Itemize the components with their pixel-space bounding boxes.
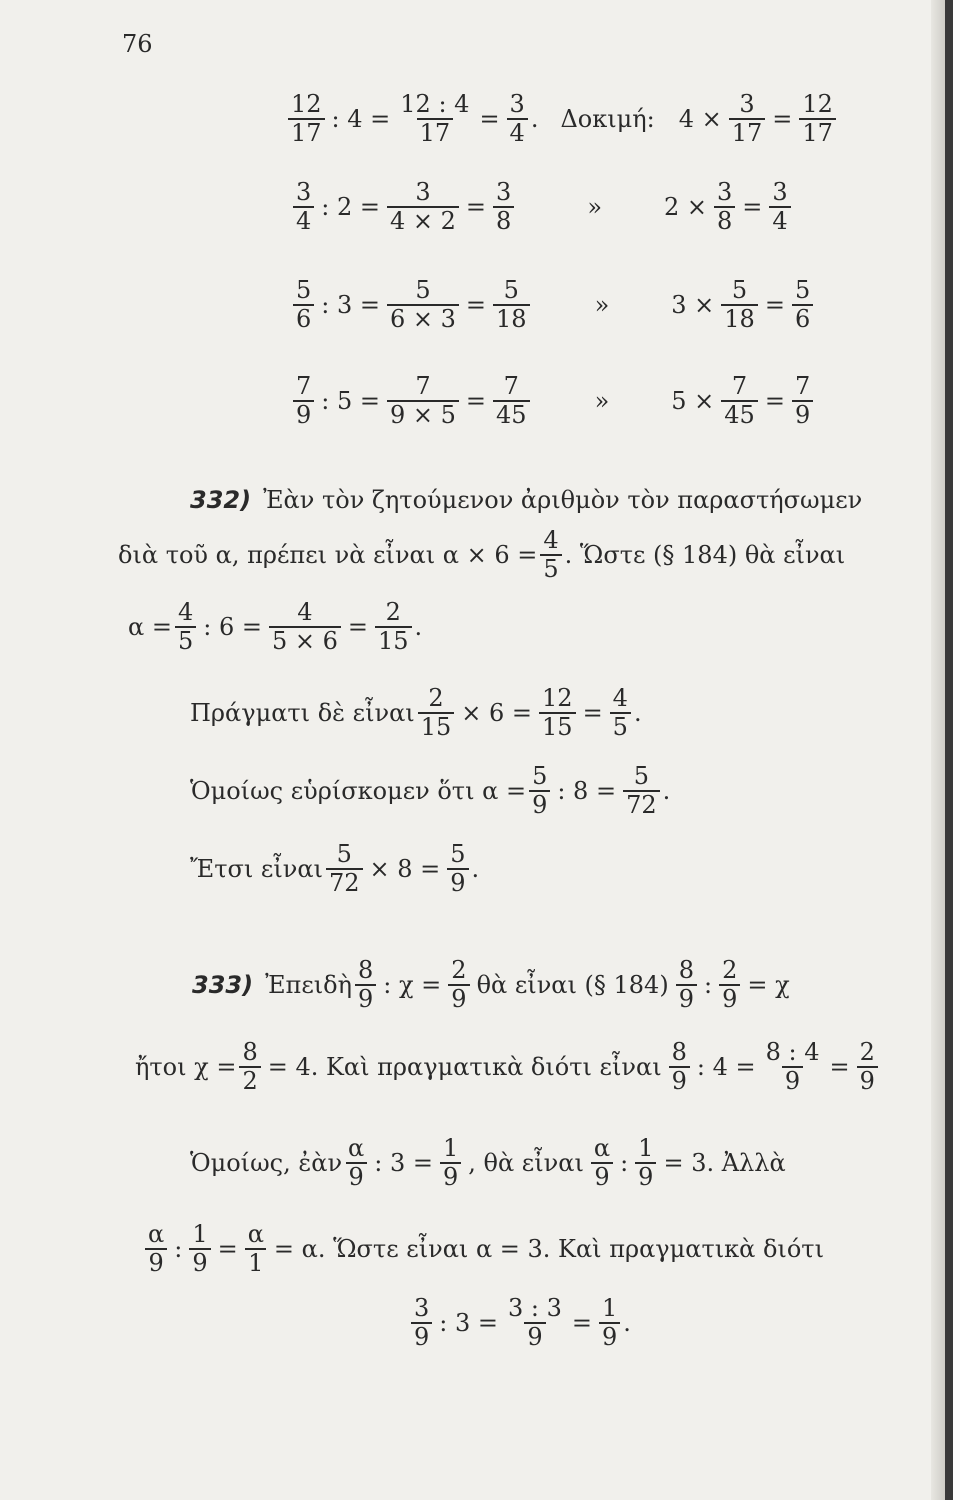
text-segment: : χ =	[383, 971, 442, 1000]
numerator: 5	[336, 840, 352, 868]
numerator: 3	[296, 178, 312, 206]
text-segment: =	[571, 1309, 593, 1338]
fraction	[493, 278, 530, 332]
problem-332-line-6	[190, 842, 479, 896]
text-segment: = 3. Ἀλλὰ	[663, 1149, 786, 1178]
fraction	[635, 1136, 656, 1190]
numerator: 8	[671, 1038, 687, 1066]
text-segment: .	[662, 777, 671, 806]
numerator: 3	[496, 178, 512, 206]
numerator: 5	[794, 276, 811, 304]
fraction	[239, 1040, 260, 1094]
fraction	[669, 1040, 690, 1094]
fraction	[792, 278, 813, 332]
fraction	[539, 686, 576, 740]
text-segment: =	[347, 613, 368, 642]
fraction	[145, 1222, 167, 1276]
text-segment: = χ	[747, 971, 790, 1000]
numerator: 3 : 3	[508, 1294, 562, 1322]
numerator: 5	[532, 762, 548, 790]
denominator: 6 × 3	[387, 304, 459, 332]
problem-332-line-1	[190, 486, 862, 514]
denominator: 9	[411, 1322, 432, 1350]
text-segment: ἤτοι χ =	[135, 1053, 237, 1082]
text-segment: : 4 =	[331, 105, 391, 134]
denominator: 9	[669, 1066, 690, 1094]
numerator: 1	[602, 1294, 618, 1322]
denominator: 17	[288, 118, 325, 146]
denominator: 15	[539, 712, 576, 740]
text-segment: : 6 =	[203, 613, 262, 642]
fraction	[719, 958, 740, 1012]
numerator: 2	[722, 956, 738, 984]
text-segment: =	[829, 1053, 850, 1082]
fraction	[189, 1222, 210, 1276]
fraction	[175, 600, 196, 654]
fraction	[245, 1222, 267, 1276]
numerator: 3	[739, 90, 755, 118]
text-segment: :	[620, 1149, 629, 1178]
numerator: 5	[450, 840, 466, 868]
numerator: 1	[638, 1134, 654, 1162]
fraction	[293, 374, 314, 428]
text-segment: 3 ×	[671, 291, 715, 320]
numerator: 8 : 4	[765, 1038, 820, 1066]
numerator: 8	[358, 956, 374, 984]
numerator: 5	[296, 276, 312, 304]
text-segment: =	[465, 291, 487, 320]
denominator: 15	[418, 712, 455, 740]
fraction	[418, 686, 455, 740]
numerator: 4	[297, 598, 313, 626]
text-segment: .	[530, 105, 539, 134]
text-segment: .	[623, 1309, 631, 1338]
denominator: 9	[635, 1162, 656, 1190]
text-segment: =	[217, 1235, 238, 1264]
fraction	[293, 278, 314, 332]
problem-333-line-2	[135, 1040, 881, 1094]
numerator: 1	[442, 1134, 459, 1162]
fraction	[345, 1136, 367, 1190]
fraction	[387, 278, 459, 332]
equation-row-1	[285, 92, 839, 146]
text-segment: = 4. Καὶ πραγματικὰ διότι εἶναι	[267, 1053, 662, 1082]
text-segment: × 8 =	[369, 855, 441, 884]
page-shadow	[931, 0, 945, 1500]
problem-333-line-3	[190, 1136, 790, 1190]
numerator: 7	[503, 372, 519, 400]
fraction	[493, 374, 530, 428]
denominator: 6	[792, 304, 813, 332]
text-segment: : 8 =	[557, 777, 617, 806]
fraction	[792, 374, 813, 428]
denominator: 9	[792, 400, 813, 428]
denominator: 9	[145, 1248, 166, 1276]
numerator: 8	[678, 956, 694, 984]
text-segment: Ὁμοίως εὑρίσκομεν ὅτι α =	[190, 777, 527, 806]
problem-332-line-3	[128, 600, 422, 654]
fraction	[857, 1040, 878, 1094]
fraction	[721, 374, 758, 428]
numerator: 5	[731, 276, 748, 304]
denominator: 1	[245, 1248, 266, 1276]
numerator: 3	[415, 178, 431, 206]
text-segment: =	[582, 699, 603, 728]
denominator: 9	[782, 1066, 803, 1094]
text-segment: : 2 =	[321, 193, 381, 222]
text-segment: Ὁμοίως, ἐὰν	[190, 1149, 343, 1178]
denominator: 45	[721, 400, 758, 428]
numerator: 2	[428, 684, 444, 712]
numerator: α	[247, 1220, 264, 1248]
text-segment: .	[471, 855, 480, 884]
text-segment: =	[764, 387, 785, 416]
problem-333-line-5	[408, 1296, 631, 1350]
fraction	[269, 600, 341, 654]
numerator: 12	[291, 90, 322, 118]
problem-number: 333)	[192, 971, 254, 1000]
denominator: 4	[293, 206, 314, 234]
numerator: 8	[242, 1038, 258, 1066]
text-segment: »	[594, 291, 610, 320]
problem-332-line-2	[118, 528, 845, 582]
fraction	[529, 764, 550, 818]
numerator: 4	[543, 526, 559, 554]
denominator: 17	[799, 118, 836, 146]
text-segment: θὰ εἶναι (§ 184)	[476, 971, 669, 1000]
fraction	[493, 180, 514, 234]
equation-row-2	[290, 180, 794, 234]
denominator: 5	[175, 626, 196, 654]
text-segment: α =	[128, 613, 172, 642]
numerator: α	[593, 1134, 611, 1162]
denominator: 9 × 5	[387, 400, 459, 428]
numerator: 12	[542, 684, 573, 712]
denominator: 9	[293, 400, 314, 428]
denominator: 18	[493, 304, 530, 332]
fraction	[375, 600, 412, 654]
check-label: Δοκιμή:	[560, 105, 655, 134]
fraction	[729, 92, 766, 146]
text-segment: =	[742, 193, 763, 222]
text-segment: =	[465, 193, 487, 222]
denominator: 9	[599, 1322, 620, 1350]
denominator: 2	[239, 1066, 260, 1094]
numerator: 5	[633, 762, 649, 790]
fraction	[507, 92, 528, 146]
denominator: 9	[719, 984, 740, 1012]
denominator: 72	[623, 790, 660, 818]
text-segment: : 3 =	[321, 291, 381, 320]
denominator: 9	[676, 984, 697, 1012]
text-segment: =	[479, 105, 500, 134]
numerator: 4	[177, 598, 194, 626]
numerator: 4	[612, 684, 628, 712]
denominator: 9	[591, 1162, 612, 1190]
text-segment: 2 ×	[664, 193, 708, 222]
denominator: 9	[346, 1162, 367, 1190]
text-segment: × 6 =	[461, 699, 533, 728]
numerator: α	[348, 1134, 365, 1162]
problem-332-line-5	[190, 764, 670, 818]
text-segment: διὰ τοῦ α, πρέπει νὰ εἶναι α × 6 =	[118, 541, 538, 570]
numerator: 3	[772, 178, 788, 206]
denominator: 9	[857, 1066, 878, 1094]
text-segment: :	[174, 1235, 183, 1264]
numerator: 7	[415, 372, 431, 400]
page-number: 76	[122, 30, 153, 58]
equation-row-3	[290, 278, 816, 332]
text-segment: Πράγματι δὲ εἶναι	[190, 699, 415, 728]
text-segment: = α. Ὥστε εἶναι α = 3. Καὶ πραγματικὰ διότι	[273, 1235, 824, 1264]
text-segment: =	[764, 291, 785, 320]
denominator: 45	[493, 400, 530, 428]
fraction	[440, 1136, 461, 1190]
problem-332-line-4	[190, 686, 642, 740]
fraction	[714, 180, 735, 234]
fraction	[355, 958, 376, 1012]
problem-333-line-4	[142, 1222, 828, 1276]
fraction	[397, 92, 472, 146]
denominator: 9	[440, 1162, 461, 1190]
numerator: 7	[731, 372, 748, 400]
fraction	[505, 1296, 565, 1350]
numerator: 3	[414, 1294, 430, 1322]
denominator: 9	[189, 1248, 210, 1276]
problem-number: 332)	[190, 486, 252, 514]
fraction	[447, 842, 468, 896]
denominator: 17	[417, 118, 454, 146]
text-segment: : 4 =	[696, 1053, 756, 1082]
denominator: 4 × 2	[387, 206, 459, 234]
denominator: 9	[524, 1322, 545, 1350]
denominator: 9	[448, 984, 469, 1012]
text-segment: =	[465, 387, 487, 416]
denominator: 72	[326, 868, 363, 896]
denominator: 9	[529, 790, 550, 818]
fraction	[326, 842, 363, 896]
denominator: 8	[493, 206, 514, 234]
numerator: 2	[451, 956, 467, 984]
text-segment: Ἔτσι εἶναι	[190, 855, 323, 884]
numerator: 3	[509, 90, 525, 118]
denominator: 18	[721, 304, 758, 332]
text-segment: . Ὥστε (§ 184) θὰ εἶναι	[564, 541, 846, 570]
denominator: 4	[507, 118, 528, 146]
denominator: 15	[375, 626, 412, 654]
numerator: 3	[717, 178, 733, 206]
text-segment: :	[703, 971, 713, 1000]
problem-333-line-1	[192, 958, 794, 1012]
denominator: 5 × 6	[269, 626, 341, 654]
text-segment: , θὰ εἶναι	[468, 1149, 584, 1178]
fraction	[411, 1296, 432, 1350]
fraction	[599, 1296, 620, 1350]
denominator: 9	[355, 984, 376, 1012]
fraction	[293, 180, 314, 234]
denominator: 4	[769, 206, 790, 234]
text-segment: »	[587, 193, 602, 222]
fraction	[540, 528, 561, 582]
fraction	[799, 92, 836, 146]
fraction	[676, 958, 697, 1012]
denominator: 8	[714, 206, 735, 234]
text-segment: 5 ×	[671, 387, 715, 416]
text-segment: Ἐπειδὴ	[265, 971, 352, 1000]
numerator: 1	[192, 1220, 208, 1248]
denominator: 6	[293, 304, 314, 332]
numerator: α	[148, 1220, 165, 1248]
text-segment: .	[414, 613, 423, 642]
numerator: 12 : 4	[400, 90, 470, 118]
numerator: 2	[385, 598, 401, 626]
numerator: 12	[802, 90, 833, 118]
numerator: 5	[503, 276, 519, 304]
fraction	[623, 764, 660, 818]
denominator: 5	[540, 554, 561, 582]
page-edge	[945, 0, 953, 1500]
fraction	[763, 1040, 823, 1094]
equation-row-4	[290, 374, 816, 428]
text-segment: 4 ×	[678, 105, 722, 134]
denominator: 5	[610, 712, 631, 740]
numerator: 7	[794, 372, 811, 400]
numerator: 7	[296, 372, 312, 400]
numerator: 5	[415, 276, 431, 304]
text-segment: .	[633, 699, 642, 728]
numerator: 2	[859, 1038, 875, 1066]
text-segment: : 3 =	[374, 1149, 433, 1178]
fraction	[448, 958, 469, 1012]
denominator: 17	[729, 118, 766, 146]
fraction	[721, 278, 758, 332]
fraction	[387, 180, 459, 234]
fraction	[591, 1136, 613, 1190]
fraction	[769, 180, 790, 234]
fraction	[387, 374, 459, 428]
text-segment: : 5 =	[321, 387, 381, 416]
text-segment: : 3 =	[439, 1309, 499, 1338]
fraction	[288, 92, 325, 146]
text-segment: Ἐὰν τὸν ζητούμενον ἀριθμὸν τὸν παραστήσωμεν	[263, 486, 863, 514]
text-segment: =	[772, 105, 793, 134]
fraction	[610, 686, 631, 740]
text-segment: »	[594, 387, 610, 416]
denominator: 9	[447, 868, 468, 896]
